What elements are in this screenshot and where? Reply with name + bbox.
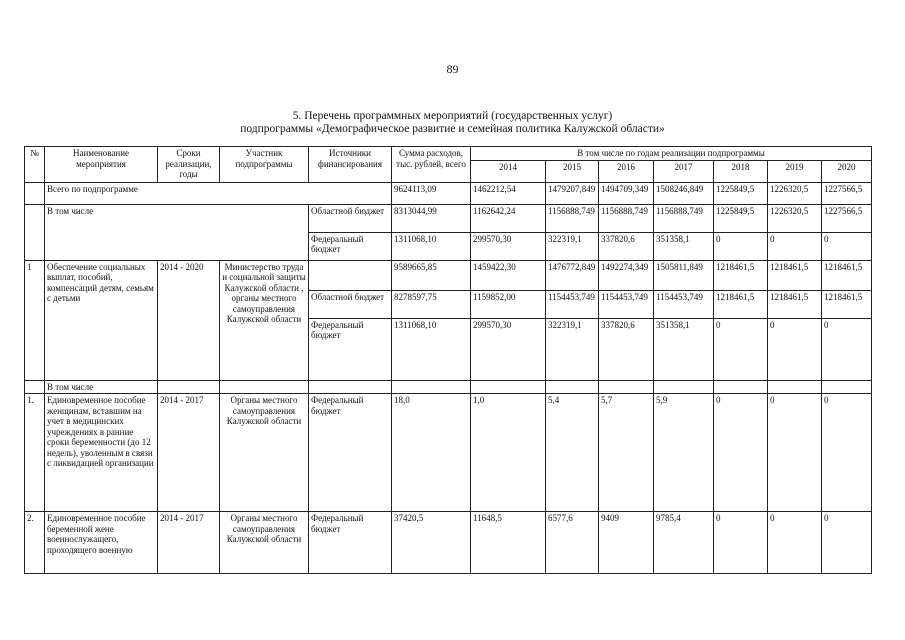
program-activities-table [24, 146, 872, 574]
cell-value: 337820,6 [599, 232, 654, 260]
header-year: 2018 [714, 160, 768, 182]
header-year: 2020 [822, 160, 872, 182]
item-name: Единовременное пособие женщинам, вставшим на учет в медицинских учреждениях в ранние сроки беременности (до 12 недель), уволенным в связи с ликвидацией организации [45, 394, 158, 512]
cell-value: 1218461,5 [714, 290, 768, 318]
item-name: Обеспечение социальных выплат, пособий, компенсаций детям, семьям с детьми [45, 260, 158, 380]
cell-value: 1218461,5 [768, 290, 822, 318]
cell-value: 0 [768, 232, 822, 260]
cell-sum: 9589665,85 [392, 260, 471, 290]
cell-source: Федеральный бюджет [309, 232, 392, 260]
cell-value: 1508246,849 [654, 182, 714, 204]
cell-source: Областной бюджет [309, 204, 392, 232]
cell-sum: 8313044,99 [392, 204, 471, 232]
header-participant: Участник подпрограммы [220, 147, 309, 183]
cell-value: 5,4 [546, 394, 599, 512]
page-number: 89 [446, 62, 459, 76]
cell-value: 0 [822, 318, 872, 380]
table-row [25, 380, 872, 394]
cell-value: 5,9 [654, 394, 714, 512]
cell-value: 0 [768, 394, 822, 512]
header-by-years: В том числе по годам реализации подпрограммы [471, 147, 872, 161]
item-participant: Министерство труда и социальной защиты Калужской области , органы местного самоуправления Калужской области [220, 260, 309, 380]
cell-value: 1156888,749 [654, 204, 714, 232]
cell-value: 1156888,749 [546, 204, 599, 232]
total-label: Всего по подпрограмме [45, 182, 392, 204]
cell-sum: 9624113,09 [392, 182, 471, 204]
item-participant: Органы местного самоуправления Калужской области [220, 512, 309, 574]
table-row [25, 182, 872, 204]
item-num: 1. [25, 394, 45, 512]
including-label: В том числе [45, 204, 309, 260]
cell-value: 1225849,5 [714, 182, 768, 204]
item-terms: 2014 - 2017 [158, 512, 220, 574]
cell-value: 322319,1 [546, 232, 599, 260]
cell-value: 1218461,5 [822, 290, 872, 318]
cell-source: Областной бюджет [309, 290, 392, 318]
cell-value: 1459422,30 [471, 260, 546, 290]
title-line-2: подпрограммы «Демографическое развитие и семейная политика Калужской области» [240, 123, 665, 135]
header-name: Наименование мероприятия [45, 147, 158, 183]
header-year: 2015 [546, 160, 599, 182]
cell-value: 299570,30 [471, 318, 546, 380]
cell-value: 0 [714, 512, 768, 574]
cell-value: 1227566,5 [822, 182, 872, 204]
cell-value: 0 [768, 512, 822, 574]
header-year: 2017 [654, 160, 714, 182]
item-name: Единовременное пособие беременной жене военнослужащего, проходящего военную [45, 512, 158, 574]
cell-value: 0 [822, 512, 872, 574]
table-row [25, 512, 872, 574]
cell-value: 9409 [599, 512, 654, 574]
cell-value: 1154453,749 [599, 290, 654, 318]
cell-value: 0 [714, 318, 768, 380]
item-terms: 2014 - 2020 [158, 260, 220, 380]
cell-value: 0 [714, 232, 768, 260]
item-num: 1 [25, 260, 45, 380]
cell-value: 1218461,5 [822, 260, 872, 290]
header-year: 2019 [768, 160, 822, 182]
table-row [25, 260, 872, 290]
cell-sum: 1311068,10 [392, 232, 471, 260]
header-sources: Источники финансирования [309, 147, 392, 183]
cell-value: 1476772,849 [546, 260, 599, 290]
cell-value: 1159852,00 [471, 290, 546, 318]
cell-value: 1156888,749 [599, 204, 654, 232]
table-row [25, 204, 872, 232]
item-participant: Органы местного самоуправления Калужской области [220, 394, 309, 512]
cell-value: 1154453,749 [654, 290, 714, 318]
title-line-1: 5. Перечень программных мероприятий (государственных услуг) [292, 110, 613, 122]
cell-value: 1154453,749 [546, 290, 599, 318]
cell-value: 1225849,5 [714, 204, 768, 232]
table-row [25, 394, 872, 512]
cell-value: 6577,6 [546, 512, 599, 574]
cell-value: 1479207,849 [546, 182, 599, 204]
cell-value: 351358,1 [654, 318, 714, 380]
cell-value: 0 [714, 394, 768, 512]
cell-value: 1462212,54 [471, 182, 546, 204]
header-year: 2014 [471, 160, 546, 182]
cell-value: 11648,5 [471, 512, 546, 574]
cell-value: 0 [822, 232, 872, 260]
cell-sum: 37420,5 [392, 512, 471, 574]
cell-sum: 18,0 [392, 394, 471, 512]
cell-value: 1494709,349 [599, 182, 654, 204]
item-num: 2. [25, 512, 45, 574]
cell-source: Федеральный бюджет [309, 512, 392, 574]
cell-sum: 8278597,75 [392, 290, 471, 318]
cell-value: 1505811,849 [654, 260, 714, 290]
cell-value: 1492274,349 [599, 260, 654, 290]
header-num: № [25, 147, 45, 183]
cell-value: 299570,30 [471, 232, 546, 260]
cell-value: 5,7 [599, 394, 654, 512]
header-terms: Сроки реализации, годы [158, 147, 220, 183]
cell-sum: 1311068,10 [392, 318, 471, 380]
cell-value: 0 [822, 394, 872, 512]
cell-value: 1162642,24 [471, 204, 546, 232]
cell-source: Федеральный бюджет [309, 394, 392, 512]
cell-value: 322319,1 [546, 318, 599, 380]
including-label: В том числе [45, 380, 158, 394]
header-sum: Сумма расходов, тыс. рублей, всего [392, 147, 471, 183]
cell-value: 351358,1 [654, 232, 714, 260]
cell-value: 1218461,5 [768, 260, 822, 290]
header-year: 2016 [599, 160, 654, 182]
cell-value: 1,0 [471, 394, 546, 512]
cell-source: Федеральный бюджет [309, 318, 392, 380]
cell-value: 0 [768, 318, 822, 380]
cell-value: 1226320,5 [768, 182, 822, 204]
cell-value: 1227566,5 [822, 204, 872, 232]
cell-value: 1218461,5 [714, 260, 768, 290]
cell-value: 1226320,5 [768, 204, 822, 232]
cell-value: 9785,4 [654, 512, 714, 574]
cell-value: 337820,6 [599, 318, 654, 380]
item-terms: 2014 - 2017 [158, 394, 220, 512]
